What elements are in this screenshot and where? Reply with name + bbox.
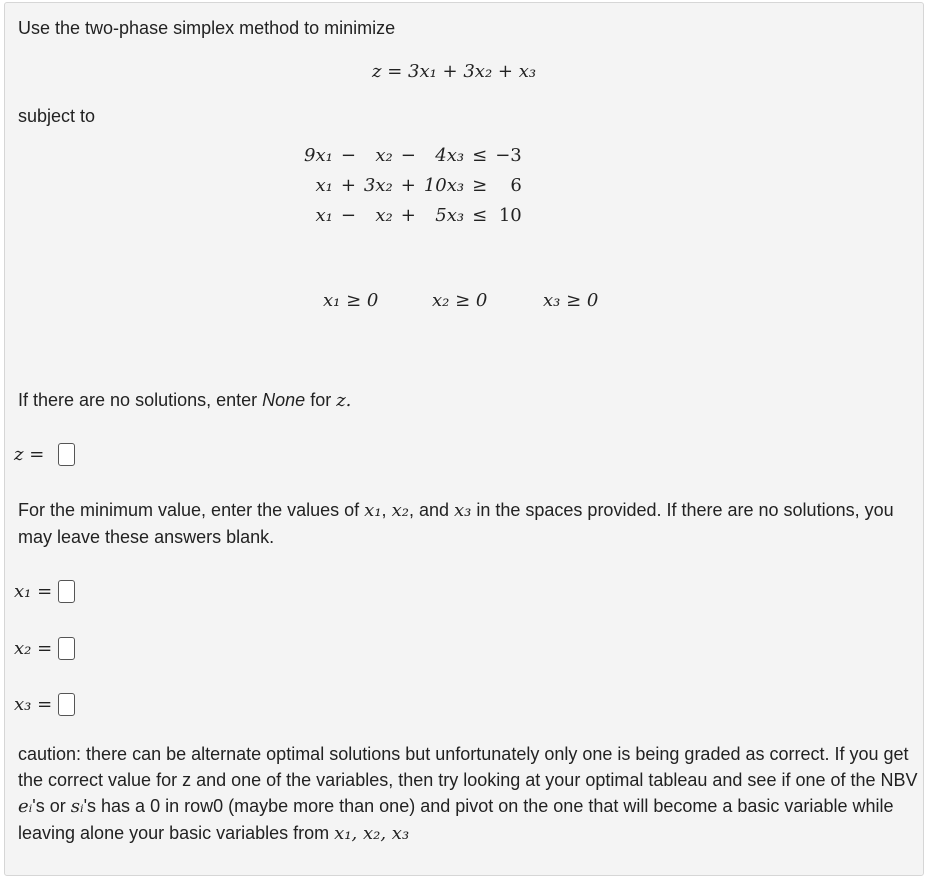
x2-answer-input[interactable] xyxy=(58,637,75,660)
caution-part3: 's has a 0 in row0 (maybe more than one) and pivot on the one that will become a basic variable while leaving alone your basic variables from xyxy=(18,796,894,843)
caution-note xyxy=(18,741,918,847)
none-instruction xyxy=(18,387,351,414)
term: x₂ xyxy=(375,144,393,166)
constraint-row xyxy=(300,200,526,230)
constraints-table xyxy=(300,140,526,230)
min-note-sep2: , and xyxy=(408,500,454,520)
constraint-row xyxy=(300,170,526,200)
term: 10x₃ xyxy=(423,174,465,196)
none-keyword: None xyxy=(262,390,306,410)
rhs: 10 xyxy=(498,204,522,226)
none-instruction-suffix: for xyxy=(305,390,337,410)
term: x₁ xyxy=(315,174,333,196)
relation: ≤ xyxy=(472,144,488,166)
basic-variables: x₁, x₂, x₃ xyxy=(334,823,410,844)
min-note-part2: in the spaces provided. If there are no solutions, you may leave these answers blank. xyxy=(18,500,894,547)
z-answer-input[interactable] xyxy=(58,443,75,466)
operator: + xyxy=(400,174,416,196)
subject-to-label: subject to xyxy=(18,106,96,126)
rhs: 6 xyxy=(510,174,522,196)
s-variable: sᵢ xyxy=(70,796,84,817)
min-note-sep1: , xyxy=(381,500,392,520)
constraint-row xyxy=(300,140,526,170)
x3-answer-row xyxy=(14,693,75,716)
min-note-part1: For the minimum value, enter the values of xyxy=(18,500,365,520)
operator: − xyxy=(340,204,356,226)
x3-answer-input[interactable] xyxy=(58,693,75,716)
x1-answer-input[interactable] xyxy=(58,580,75,603)
term: 9x₁ xyxy=(304,144,333,166)
nonneg-x2: x₂ ≥ 0 xyxy=(432,290,488,311)
rhs: −3 xyxy=(495,144,522,166)
operator: + xyxy=(340,174,356,196)
x2-variable: x₂ xyxy=(391,500,409,521)
relation: ≤ xyxy=(472,204,488,226)
term: 5x₃ xyxy=(435,204,465,226)
nonneg-x1: x₁ ≥ 0 xyxy=(323,290,379,311)
x3-answer-label: x₃ = xyxy=(14,694,53,715)
none-instruction-prefix: If there are no solutions, enter xyxy=(18,390,263,410)
term: x₁ xyxy=(315,204,333,226)
caution-part2: 's or xyxy=(32,796,71,816)
term: 3x₂ xyxy=(363,174,393,196)
x1-answer-row xyxy=(14,580,75,603)
operator: − xyxy=(400,144,416,166)
operator: + xyxy=(400,204,416,226)
e-variable: eᵢ xyxy=(18,796,33,817)
x2-answer-row xyxy=(14,637,75,660)
objective-function: z = 3x₁ + 3x₂ + x₃ xyxy=(372,61,537,82)
intro-text: Use the two-phase simplex method to minimize xyxy=(18,18,396,38)
z-answer-row xyxy=(14,443,75,466)
term: 4x₃ xyxy=(435,144,465,166)
minimum-instruction xyxy=(18,497,918,550)
operator: − xyxy=(340,144,356,166)
z-variable: z. xyxy=(336,390,352,411)
z-answer-label: z = xyxy=(14,444,45,465)
nonneg-x3: x₃ ≥ 0 xyxy=(543,290,599,311)
x3-variable: x₃ xyxy=(453,500,472,521)
caution-part1: caution: there can be alternate optimal solutions but unfortunately only one is being graded as correct. If you get the correct value for z and one of the variables, then try looking at your optimal tableau and see if one of the NBV xyxy=(18,744,918,790)
x2-answer-label: x₂ = xyxy=(14,638,53,659)
x1-answer-label: x₁ = xyxy=(14,581,53,602)
x1-variable: x₁ xyxy=(364,500,382,521)
relation: ≥ xyxy=(472,174,488,196)
term: x₂ xyxy=(375,204,393,226)
